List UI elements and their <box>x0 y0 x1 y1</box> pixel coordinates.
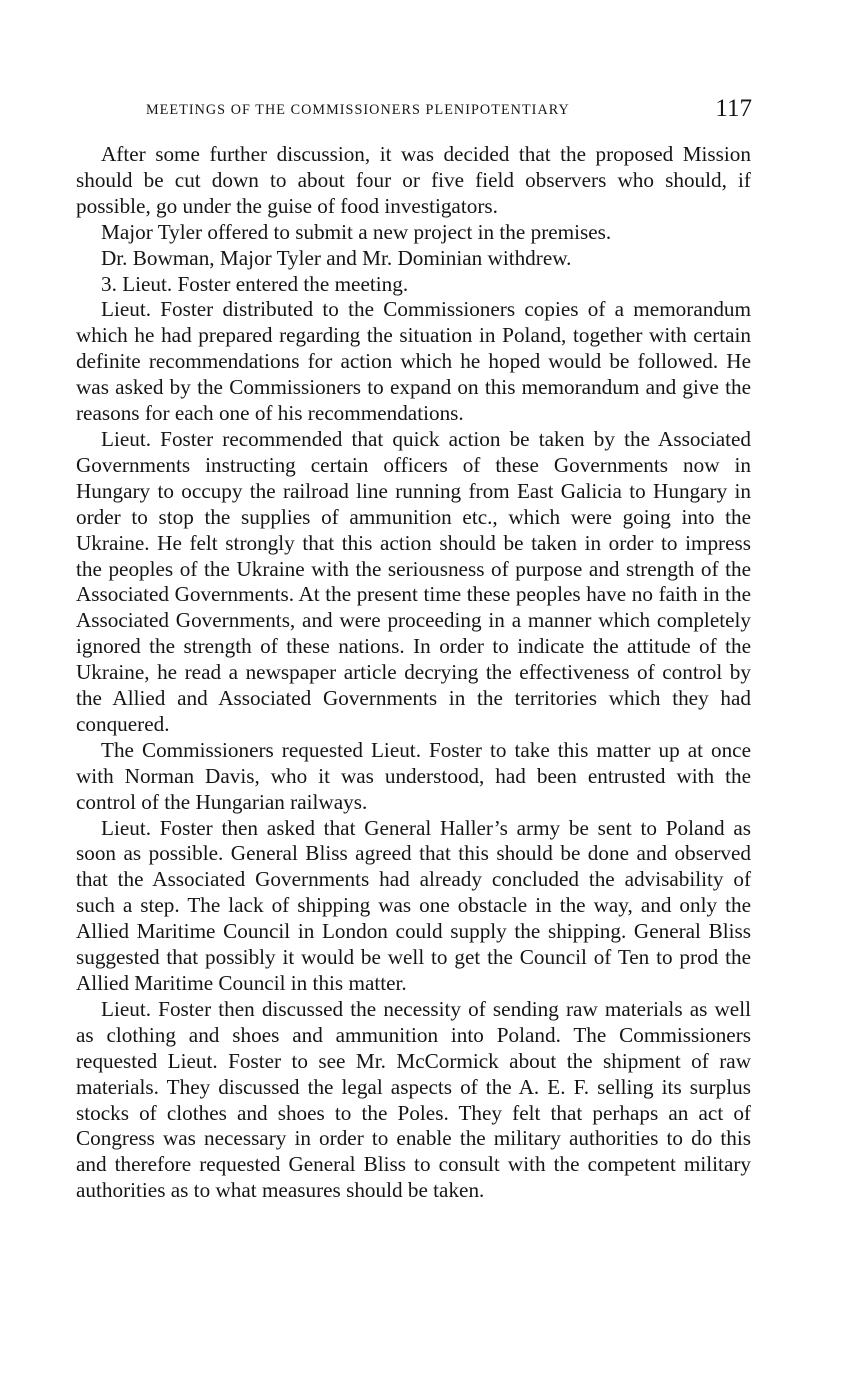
paragraph: After some further discussion, it was decided that the proposed Mission should be cut down to about four or five field observers who should, if possible, go under the guise of food investigators. <box>76 142 751 218</box>
document-body <box>76 142 751 1204</box>
paragraph: 3. Lieut. Foster entered the meeting. <box>101 271 409 296</box>
paragraph: Lieut. Foster then asked that General Haller’s army be sent to Poland as soon as possible. General Bliss agreed that this should be done and observed that the Associated Governments had already concluded the advisability of such a step. The lack of shipping was one obstacle in the way, and only the Allied Maritime Council in London could supply the shipping. General Bliss suggested that possibly it would be well to get the Council of Ten to prod the Allied Maritime Council in this matter. <box>76 815 751 995</box>
running-header <box>146 95 752 124</box>
paragraph: Lieut. Foster recommended that quick action be taken by the Associated Governments instructing certain officers of these Governments now in Hungary to occupy the railroad line running from East Galicia to Hungary in order to stop the supplies of ammunition etc., which were going into the Ukraine. He felt strongly that this action should be taken in order to impress the peoples of the Ukraine with the seriousness of purpose and strength of the Associated Governments. At the present time these peoples have no faith in the Associated Governments, and were proceeding in a manner which completely ignored the strength of these nations. In order to indicate the attitude of the Ukraine, he read a newspaper article decrying the effectiveness of control by the Allied and Associated Governments in the territories which they had conquered. <box>76 426 751 736</box>
running-title: MEETINGS OF THE COMMISSIONERS PLENIPOTENTIARY <box>146 102 570 118</box>
page-number: 117 <box>715 95 752 122</box>
paragraph: Lieut. Foster then discussed the necessity of sending raw materials as well as clothing and shoes and ammunition into Poland. The Commissioners requested Lieut. Foster to see Mr. McCormick about the shipment of raw materials. They discussed the legal aspects of the A. E. F. selling its surplus stocks of clothes and shoes to the Poles. They felt that perhaps an act of Congress was necessary in order to enable the military authorities to do this and therefore requested General Bliss to consult with the competent military authorities as to what measures should be taken. <box>76 996 751 1203</box>
paragraph: Dr. Bowman, Major Tyler and Mr. Dominian withdrew. <box>101 245 572 270</box>
paragraph: Major Tyler offered to submit a new project in the premises. <box>101 219 612 244</box>
paragraph: The Commissioners requested Lieut. Foster to take this matter up at once with Norman Davis, who it was understood, had been entrusted with the control of the Hungarian railways. <box>76 737 751 814</box>
paragraph: Lieut. Foster distributed to the Commissioners copies of a memorandum which he had prepared regarding the situation in Poland, together with certain definite recommendations for action which he hoped would be followed. He was asked by the Commissioners to expand on this memorandum and give the reasons for each one of his recommendations. <box>76 297 751 426</box>
